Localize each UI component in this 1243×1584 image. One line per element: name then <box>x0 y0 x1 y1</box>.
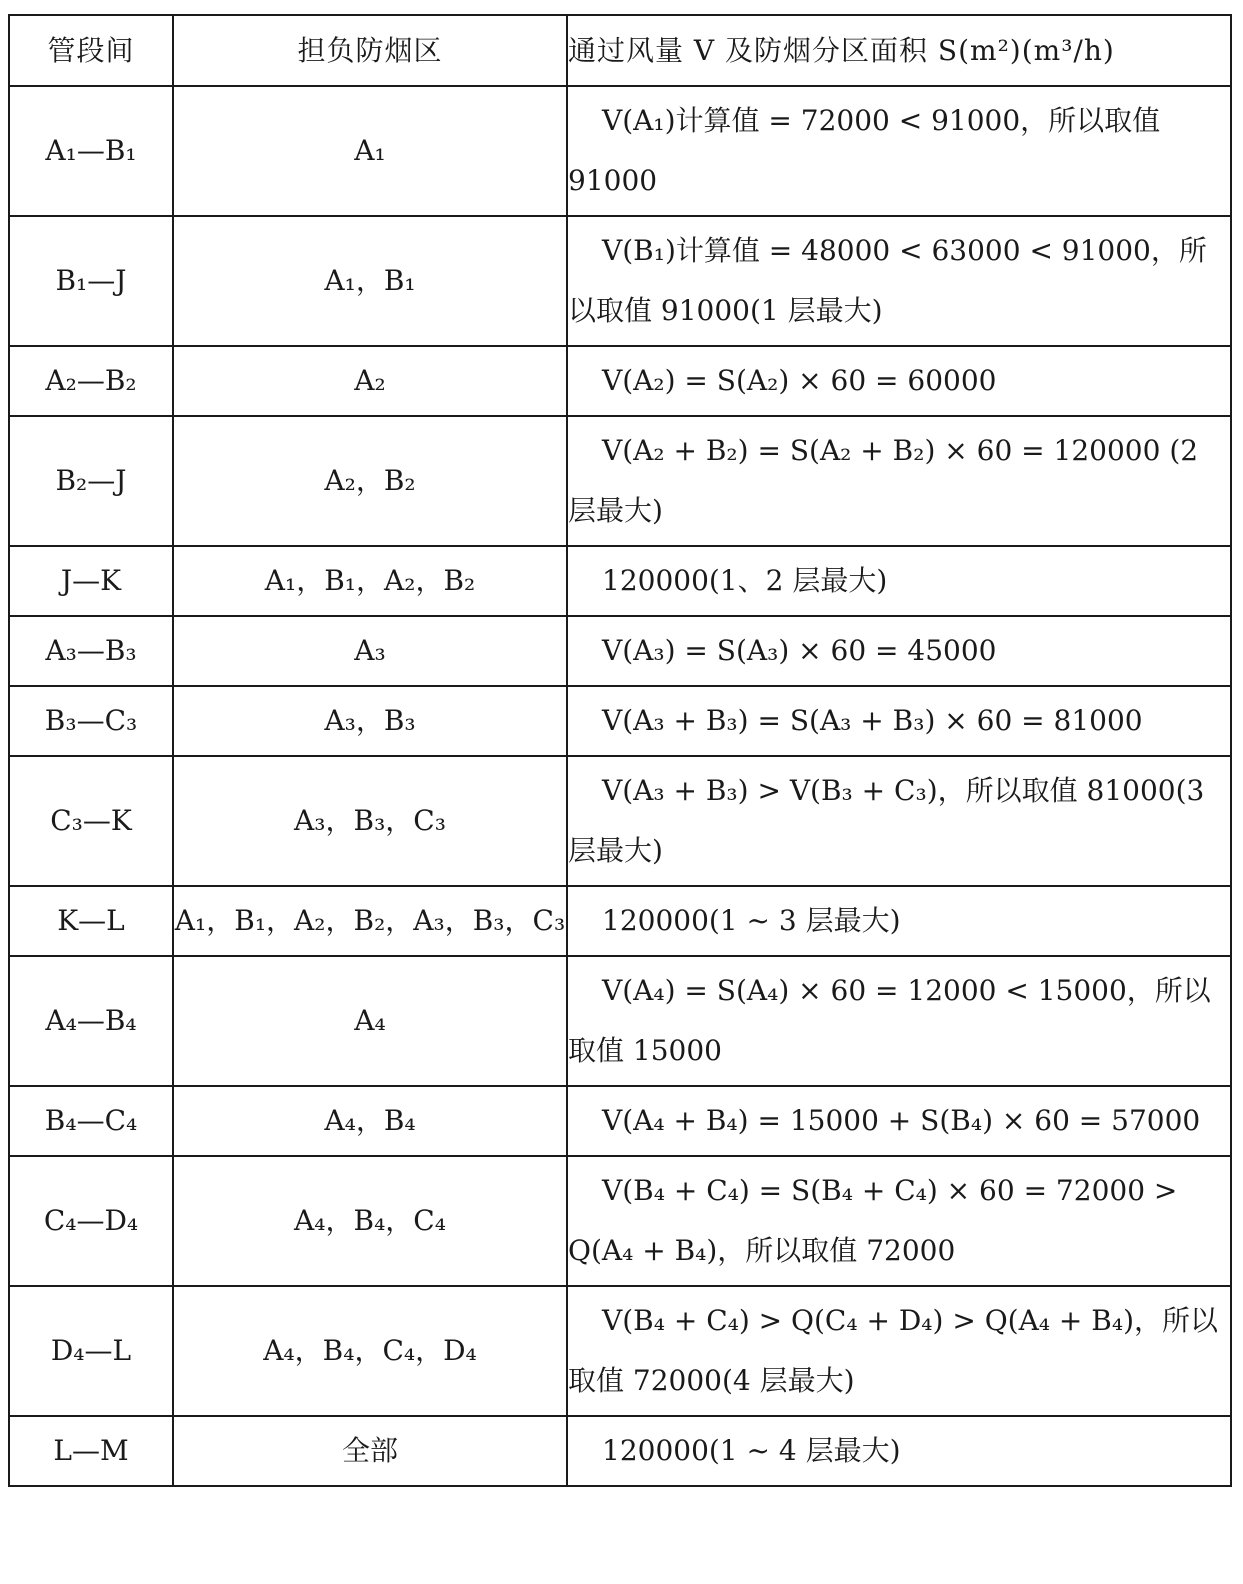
zones-cell: A₁，B₁，A₂，B₂，A₃，B₃，C₃ <box>173 886 567 956</box>
table-row <box>9 1416 1231 1486</box>
table-row <box>9 216 1231 346</box>
table-row <box>9 616 1231 686</box>
zones-cell: 全部 <box>173 1416 567 1486</box>
table-row <box>9 346 1231 416</box>
smoke-exhaust-table <box>8 14 1232 1487</box>
zones-cell: A₁ <box>173 86 567 216</box>
header-airflow: 通过风量 V 及防烟分区面积 S(m²)(m³/h) <box>567 15 1231 86</box>
header-segment: 管段间 <box>9 15 173 86</box>
segment-cell: A₃—B₃ <box>9 616 173 686</box>
calc-cell: 120000(1 ~ 3 层最大) <box>567 886 1231 956</box>
table-row <box>9 86 1231 216</box>
zones-cell: A₂，B₂ <box>173 416 567 546</box>
segment-cell: B₁—J <box>9 216 173 346</box>
calc-cell: V(A₄ + B₄) = 15000 + S(B₄) × 60 = 57000 <box>567 1086 1231 1156</box>
segment-cell: D₄—L <box>9 1286 173 1416</box>
calc-cell: V(A₁)计算值 = 72000 < 91000，所以取值 91000 <box>567 86 1231 216</box>
segment-cell: A₂—B₂ <box>9 346 173 416</box>
calc-cell: V(A₃ + B₃) = S(A₃ + B₃) × 60 = 81000 <box>567 686 1231 756</box>
zones-cell: A₄ <box>173 956 567 1086</box>
zones-cell: A₄，B₄ <box>173 1086 567 1156</box>
table-row <box>9 1156 1231 1286</box>
calc-cell: V(A₂ + B₂) = S(A₂ + B₂) × 60 = 120000 (2 层最大) <box>567 416 1231 546</box>
calc-cell: V(B₄ + C₄) = S(B₄ + C₄) × 60 = 72000 > Q(A₄ + B₄)，所以取值 72000 <box>567 1156 1231 1286</box>
zones-cell: A₄，B₄，C₄ <box>173 1156 567 1286</box>
segment-cell: J—K <box>9 546 173 616</box>
calc-cell: V(A₂) = S(A₂) × 60 = 60000 <box>567 346 1231 416</box>
calc-cell: V(A₃) = S(A₃) × 60 = 45000 <box>567 616 1231 686</box>
table-row <box>9 956 1231 1086</box>
zones-cell: A₄，B₄，C₄，D₄ <box>173 1286 567 1416</box>
segment-cell: B₃—C₃ <box>9 686 173 756</box>
segment-cell: B₄—C₄ <box>9 1086 173 1156</box>
zones-cell: A₃，B₃ <box>173 686 567 756</box>
segment-cell: K—L <box>9 886 173 956</box>
table-row <box>9 1086 1231 1156</box>
segment-cell: B₂—J <box>9 416 173 546</box>
zones-cell: A₃ <box>173 616 567 686</box>
segment-cell: A₁—B₁ <box>9 86 173 216</box>
calc-cell: 120000(1 ~ 4 层最大) <box>567 1416 1231 1486</box>
zones-cell: A₃，B₃，C₃ <box>173 756 567 886</box>
calc-cell: 120000(1、2 层最大) <box>567 546 1231 616</box>
calc-cell: V(B₁)计算值 = 48000 < 63000 < 91000，所以取值 91000(1 层最大) <box>567 216 1231 346</box>
table-row <box>9 686 1231 756</box>
segment-cell: C₄—D₄ <box>9 1156 173 1286</box>
table-row <box>9 886 1231 956</box>
segment-cell: L—M <box>9 1416 173 1486</box>
calc-cell: V(A₃ + B₃) > V(B₃ + C₃)，所以取值 81000(3 层最大) <box>567 756 1231 886</box>
table-row <box>9 416 1231 546</box>
calc-cell: V(B₄ + C₄) > Q(C₄ + D₄) > Q(A₄ + B₄)，所以取值 72000(4 层最大) <box>567 1286 1231 1416</box>
segment-cell: A₄—B₄ <box>9 956 173 1086</box>
table-row <box>9 1286 1231 1416</box>
table-row <box>9 546 1231 616</box>
zones-cell: A₂ <box>173 346 567 416</box>
calc-cell: V(A₄) = S(A₄) × 60 = 12000 < 15000，所以取值 15000 <box>567 956 1231 1086</box>
table-header-row <box>9 15 1231 86</box>
table-row <box>9 756 1231 886</box>
zones-cell: A₁，B₁，A₂，B₂ <box>173 546 567 616</box>
header-zones: 担负防烟区 <box>173 15 567 86</box>
zones-cell: A₁，B₁ <box>173 216 567 346</box>
segment-cell: C₃—K <box>9 756 173 886</box>
